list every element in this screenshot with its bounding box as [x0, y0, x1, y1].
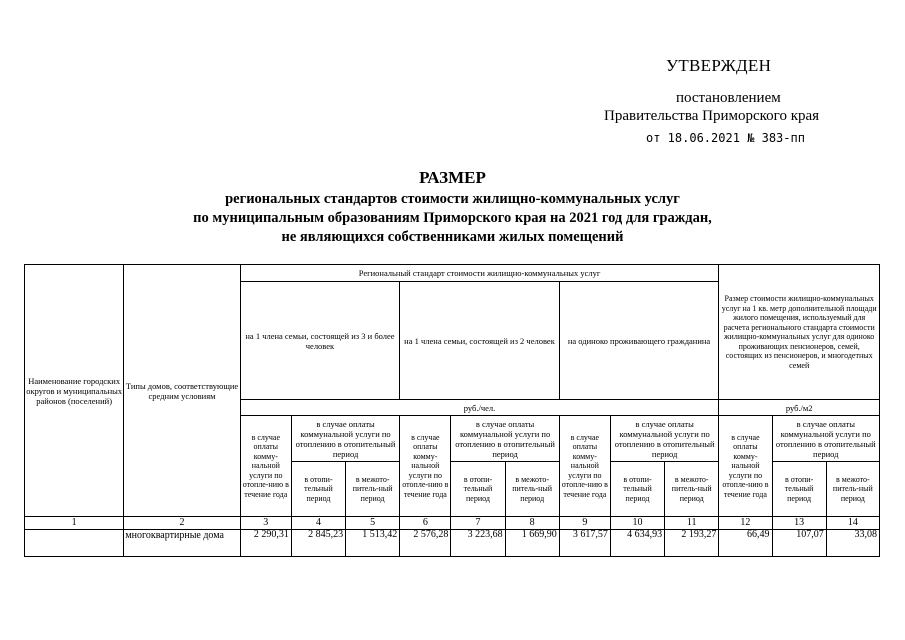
header-heating-period-payment: в случае оплаты коммунальной услуги по отоплению в отопительный период	[610, 416, 718, 462]
header-heating-period-payment: в случае оплаты коммунальной услуги по отоплению в отопительный период	[291, 416, 399, 462]
document-subtitle	[0, 190, 905, 247]
municipality-cell	[25, 530, 124, 557]
header-family-3plus: на 1 члена семьи, состоящей из 3 и более человек	[240, 282, 400, 400]
header-unit-per-person: руб./чел.	[240, 400, 719, 416]
column-number: 2	[124, 517, 240, 530]
column-number: 14	[826, 517, 879, 530]
header-in-heating-period: в отопи-тельный период	[291, 462, 345, 517]
table-row	[25, 530, 880, 557]
subtitle-line-2: по муниципальным образованиям Приморского края на 2021 год для граждан,	[193, 210, 712, 226]
header-unit-per-m2: руб./м2	[719, 400, 880, 416]
header-year-round-payment: в случае оплаты комму-нальной услуги по отопле-нию в течение года	[240, 416, 291, 517]
value-cell: 3 223,68	[451, 530, 505, 557]
column-number: 4	[291, 517, 345, 530]
header-house-types: Типы домов, соответствующие средним условиям	[124, 265, 240, 517]
standards-table	[24, 264, 880, 557]
column-number: 5	[346, 517, 400, 530]
header-family-2: на 1 члена семьи, состоящей из 2 человек	[400, 282, 560, 400]
header-off-heating-period: в межото-питель-ный период	[505, 462, 559, 517]
value-cell: 2 290,31	[240, 530, 291, 557]
column-number: 8	[505, 517, 559, 530]
header-regional-standard: Региональный стандарт стоимости жилищно-коммунальных услуг	[240, 265, 719, 282]
header-off-heating-period: в межото-питель-ный период	[826, 462, 879, 517]
header-year-round-payment: в случае оплаты комму-нальной услуги по отопле-нию в течение года	[559, 416, 610, 517]
column-number-row	[25, 517, 880, 530]
value-cell: 33,08	[826, 530, 879, 557]
header-single-resident: на одиноко проживающего гражданина	[559, 282, 719, 400]
header-municipality: Наименование городских округов и муниципальных районов (поселений)	[25, 265, 124, 517]
value-cell: 2 576,28	[400, 530, 451, 557]
column-number: 6	[400, 517, 451, 530]
header-year-round-payment: в случае оплаты комму-нальной услуги по отопле-нию в течение года	[719, 416, 772, 517]
header-heating-period-payment: в случае оплаты коммунальной услуги по отоплению в отопительный период	[451, 416, 559, 462]
header-year-round-payment: в случае оплаты комму-нальной услуги по отопле-нию в течение года	[400, 416, 451, 517]
header-in-heating-period: в отопи-тельный период	[451, 462, 505, 517]
approval-heading: УТВЕРЖДЕН	[666, 56, 772, 75]
column-number: 3	[240, 517, 291, 530]
header-in-heating-period: в отопи-тельный период	[610, 462, 664, 517]
subtitle-line-3: не являющихся собственниками жилых помещений	[281, 229, 624, 245]
value-cell: 2 193,27	[665, 530, 719, 557]
header-in-heating-period: в отопи-тельный период	[772, 462, 826, 517]
value-cell: 66,49	[719, 530, 772, 557]
column-number: 10	[610, 517, 664, 530]
value-cell: 2 845,23	[291, 530, 345, 557]
column-number: 9	[559, 517, 610, 530]
header-off-heating-period: в межото-питель-ный период	[346, 462, 400, 517]
column-number: 12	[719, 517, 772, 530]
column-number: 1	[25, 517, 124, 530]
subtitle-line-1: региональных стандартов стоимости жилищно-коммунальных услуг	[225, 191, 680, 207]
value-cell: 1 513,42	[346, 530, 400, 557]
header-extra-area-cost: Размер стоимости жилищно-коммунальных услуг на 1 кв. метр дополнительной площади жилого помещения, используемый для расчета регионального стандарта стоимости жилищно-коммунальных услуг для одиноко проживающих пенсионеров, семей, состоящих из пенсионеров, и многодетных семей	[719, 265, 880, 400]
approval-line-date: от 18.06.2021 № 383-пп	[646, 131, 805, 145]
document-title: РАЗМЕР	[419, 168, 486, 187]
value-cell: 107,07	[772, 530, 826, 557]
value-cell: 4 634,93	[610, 530, 664, 557]
value-cell: 1 669,90	[505, 530, 559, 557]
column-number: 7	[451, 517, 505, 530]
value-cell: 3 617,57	[559, 530, 610, 557]
approval-line-resolution: постановлением	[676, 90, 781, 106]
approval-line-government: Правительства Приморского края	[604, 108, 820, 124]
house-type-cell: многоквартирные дома	[124, 530, 240, 557]
column-number: 11	[665, 517, 719, 530]
header-heating-period-payment: в случае оплаты коммунальной услуги по отоплению в отопительный период	[772, 416, 879, 462]
column-number: 13	[772, 517, 826, 530]
header-off-heating-period: в межото-питель-ный период	[665, 462, 719, 517]
